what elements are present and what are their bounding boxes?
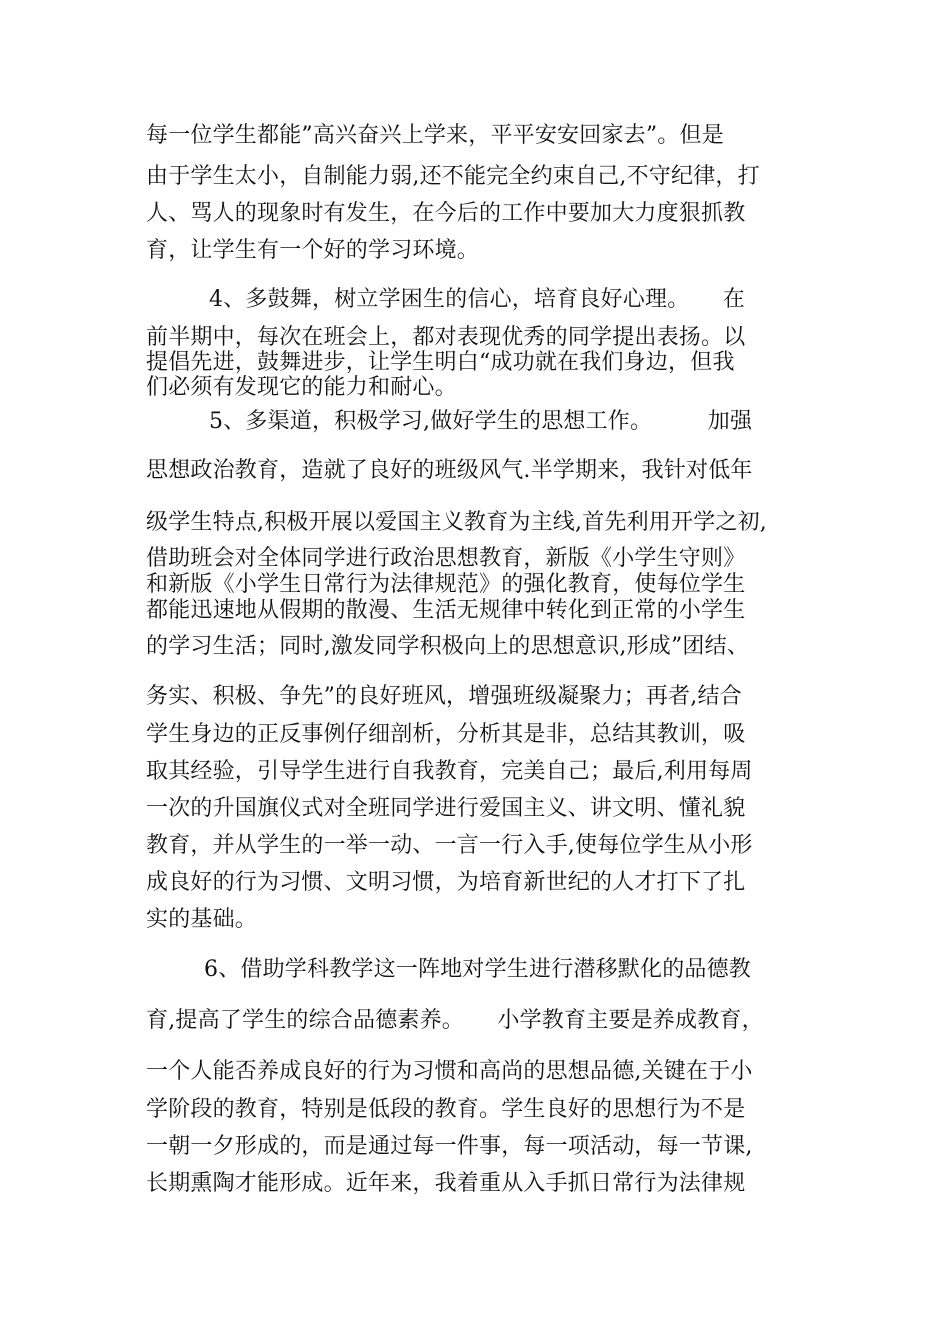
text-line: 一个人能否养成良好的行为习惯和高尚的思想品德,关键在于小	[146, 1059, 753, 1084]
text-line: 的学习生活；同时,激发同学积极向上的思想意识,形成”团结、	[146, 634, 750, 659]
paragraph-heading-4: 4、多鼓舞，树立学困生的信心，培育良好心理。 在	[209, 287, 745, 312]
text-line: 每一位学生都能”高兴奋兴上学来，平平安安回家去”。但是	[146, 123, 724, 148]
text-line: 学阶段的教育，特别是低段的教育。学生良好的思想行为不是	[146, 1097, 746, 1122]
text-line: 都能迅速地从假期的散漫、生活无规律中转化到正常的小学生	[146, 598, 746, 623]
text-line: 级学生特点,积极开展以爱国主义教育为主线,首先利用开学之初,	[146, 510, 767, 535]
text-line: 思想政治教育，造就了良好的班级风气.半学期来，我针对低年	[146, 458, 753, 483]
text-line: 教育，并从学生的一举一动、一言一行入手,使每位学生从小形	[146, 833, 753, 858]
text-line: 前半期中，每次在班会上，都对表现优秀的同学提出表扬。以	[146, 325, 746, 350]
text-line: 务实、积极、争先”的良好班风，增强班级凝聚力；再者,结合	[146, 684, 742, 709]
text-line: 们必须有发现它的能力和耐心。	[146, 375, 457, 400]
text-line: 提倡先进，鼓舞进步，让学生明白“成功就在我们身边，但我	[146, 350, 735, 375]
text-line: 由于学生太小，自制能力弱,还不能完全约束自己,不守纪律，打	[146, 164, 760, 189]
text-line: 一朝一夕形成的，而是通过每一件事，每一项活动，每一节课,	[146, 1134, 753, 1159]
paragraph-heading-5: 5、多渠道，积极学习,做好学生的思想工作。 加强	[209, 409, 753, 434]
text-line: 育，让学生有一个好的学习环境。	[146, 238, 480, 263]
paragraph-heading-6: 6、借助学科教学这一阵地对学生进行潜移默化的品德教	[204, 957, 751, 982]
text-line: 实的基础。	[146, 907, 258, 932]
text-line: 学生身边的正反事例仔细剖析，分析其是非，总结其教训，吸	[146, 722, 746, 747]
text-line: 借助班会对全体同学进行政治思想教育，新版《小学生守则》	[146, 546, 746, 571]
text-line: 人、骂人的现象时有发生，在今后的工作中要加大力度狠抓教	[146, 201, 746, 226]
text-line: 一次的升国旗仪式对全班同学进行爱国主义、讲文明、懂礼貌	[146, 796, 746, 821]
text-line: 成良好的行为习惯、文明习惯，为培育新世纪的人才打下了扎	[146, 870, 746, 895]
text-line: 长期熏陶才能形成。近年来，我着重从入手抓日常行为法律规	[146, 1171, 746, 1196]
text-line: 育,提高了学生的综合品德素养。 小学教育主要是养成教育，	[146, 1008, 764, 1033]
text-line: 和新版《小学生日常行为法律规范》的强化教育，使每位学生	[146, 572, 746, 597]
text-line: 取其经验，引导学生进行自我教育，完美自己；最后,利用每周	[146, 759, 753, 784]
